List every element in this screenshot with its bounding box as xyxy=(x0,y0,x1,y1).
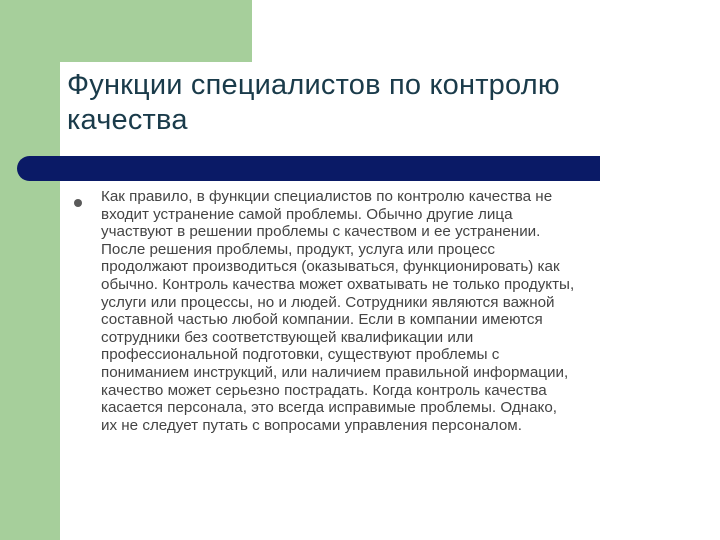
decorative-green-band-left xyxy=(0,0,60,540)
decorative-green-band-top xyxy=(60,0,252,62)
slide-body-text: Как правило, в функции специалистов по контролю качества не входит устранение самой проблемы. Обычно другие лица участвуют в решении проблемы с качеством и ее устранении. После решения проблемы, продукт, услуга или процесс продолжают производиться (оказываться, функционировать) как обычно. Контроль качества может охватывать не только продукты, услуги или процессы, но и людей. Сотрудники являются важной составной частью любой компании. Если в компании имеются сотрудники без соответствующей квалификации или профессиональной подготовки, существуют проблемы с пониманием инструкций, или наличием правильной информации, качество может серьезно пострадать. Когда контроль качества касается персонала, это всегда исправимые проблемы. Однако, их не следует путать с вопросами управления персоналом. xyxy=(101,188,575,434)
bullet-icon xyxy=(74,199,82,207)
slide-title: Функции специалистов по контролю качества xyxy=(67,69,560,136)
title-underline-bar xyxy=(17,156,600,181)
